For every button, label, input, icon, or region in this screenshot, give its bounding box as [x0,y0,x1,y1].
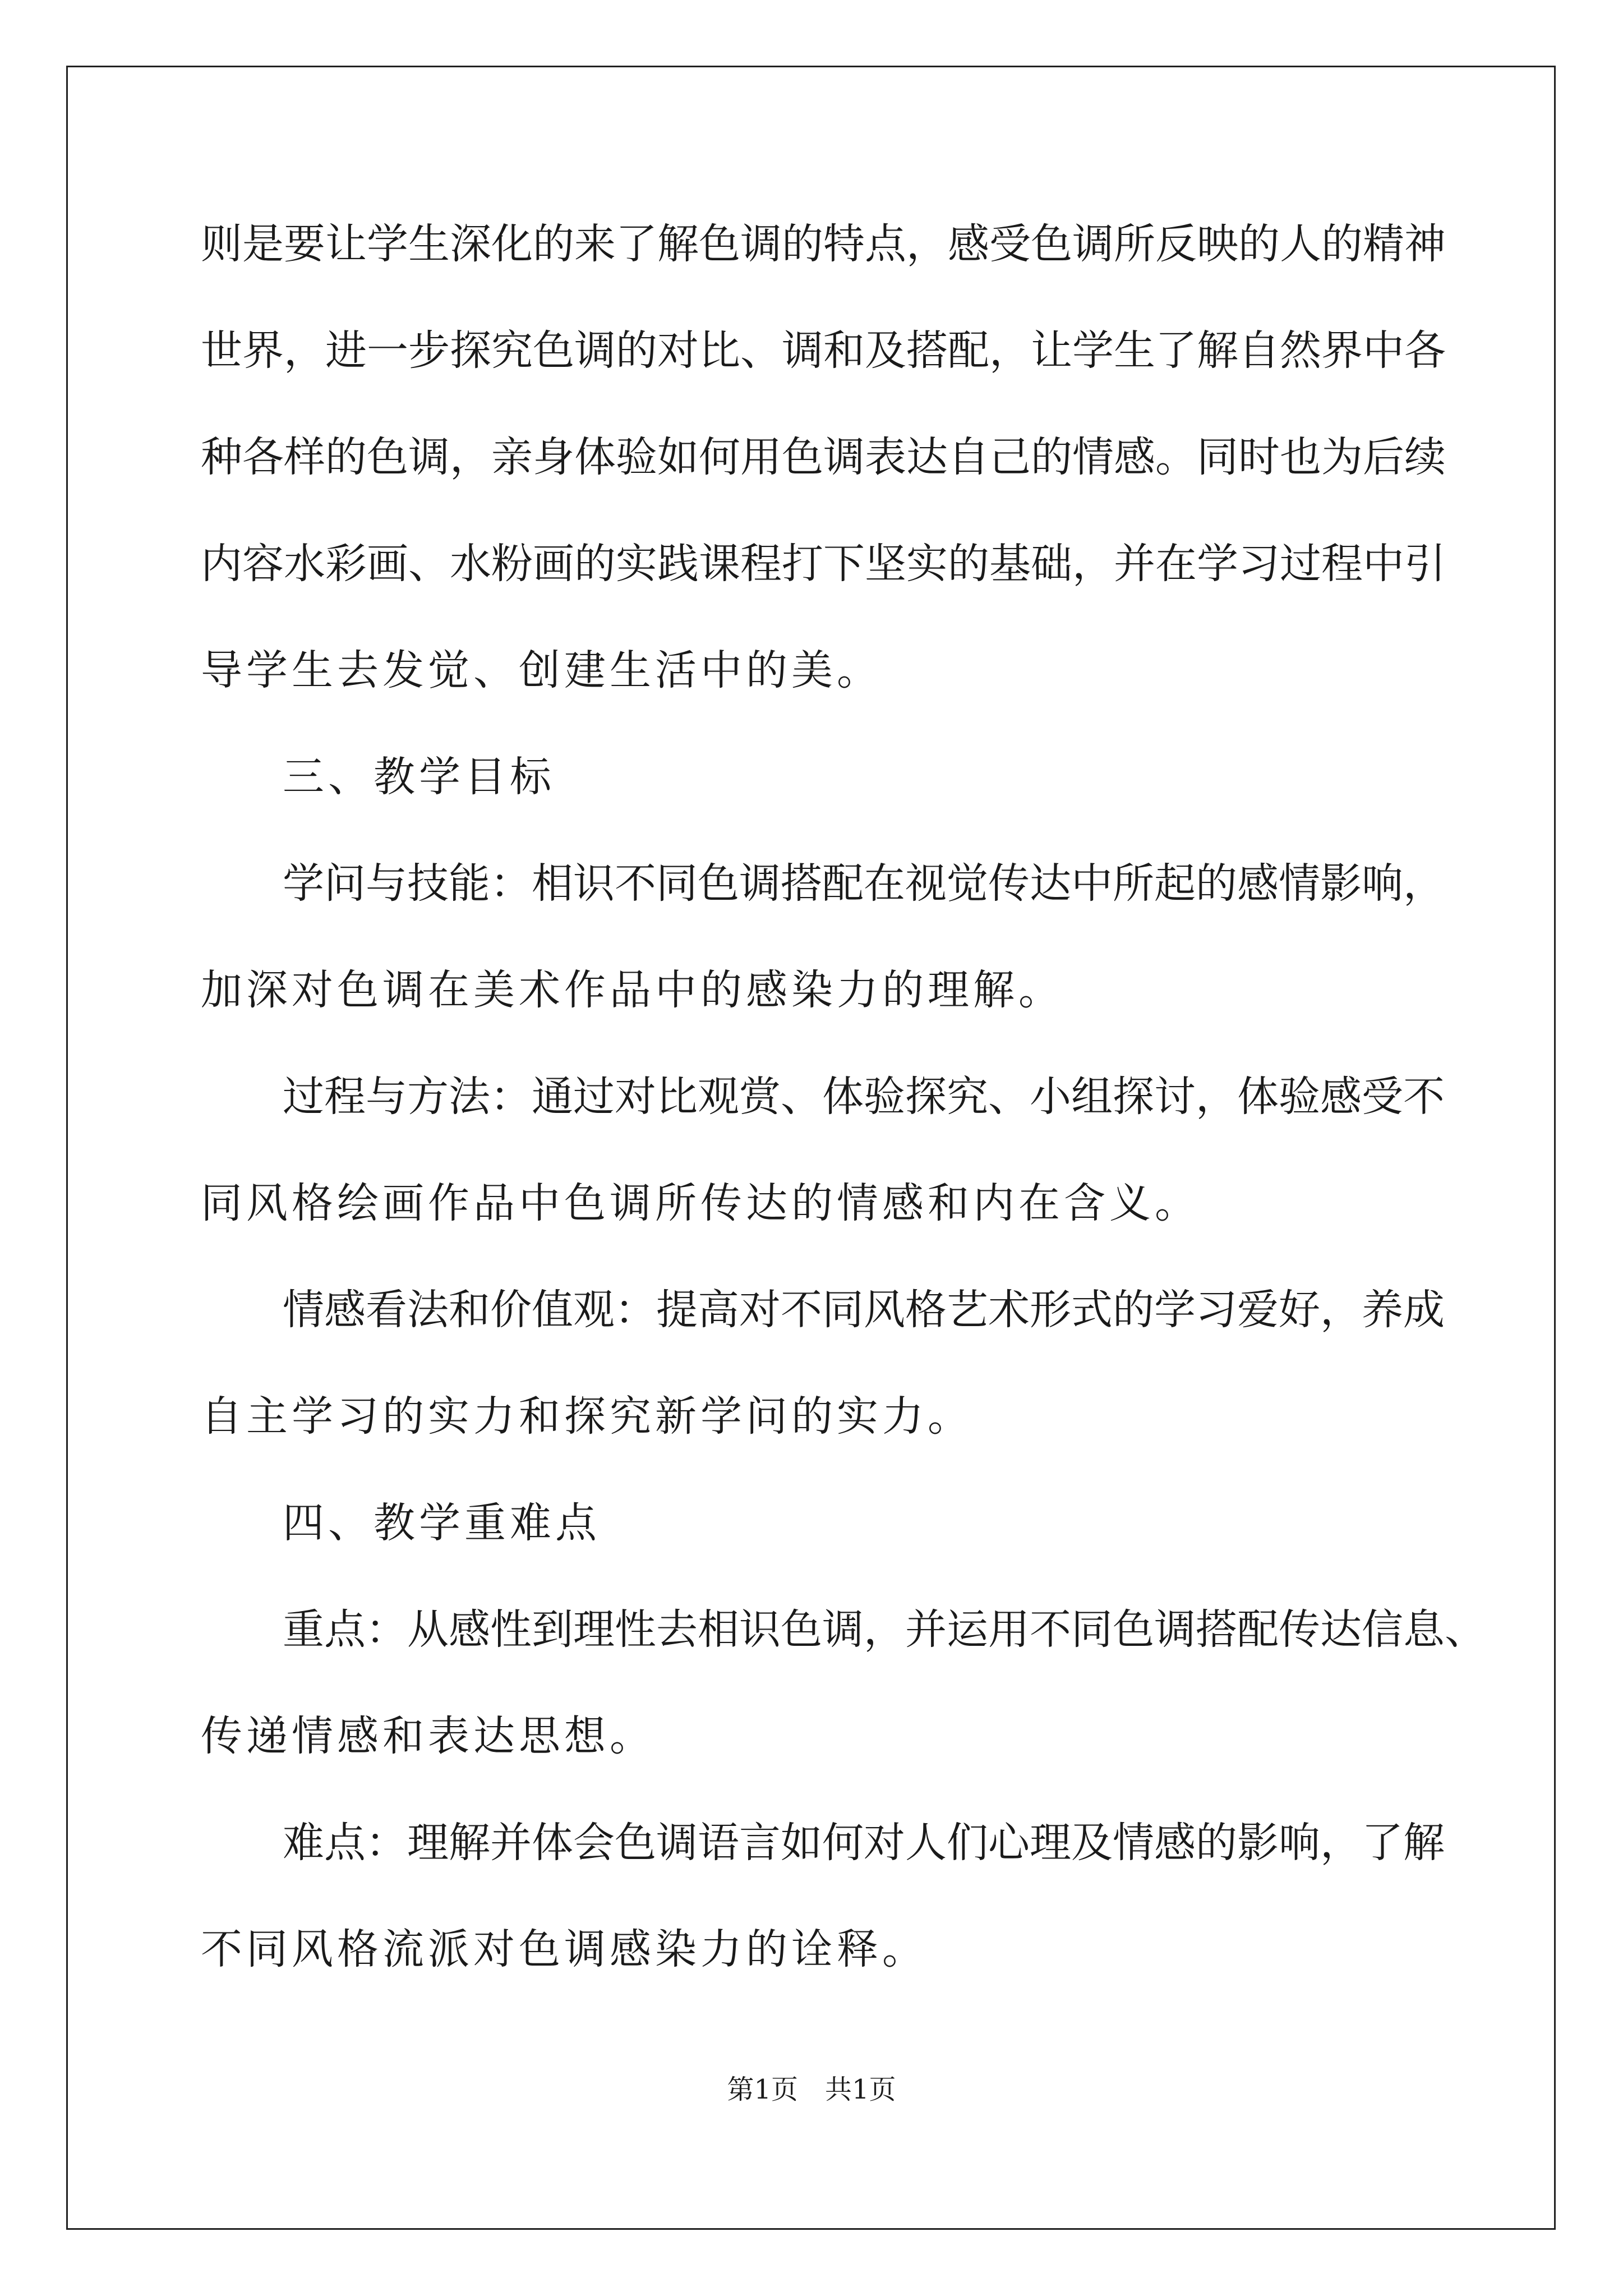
paragraph-line: 自主学习的实力和探究新学问的实力。 [201,1392,973,1441]
paragraph-line: 难点：理解并体会色调语言如何对人们心理及情感的影响，了解 [283,1819,1445,1867]
page-border [66,66,1556,2230]
paragraph-line: 情感看法和价值观：提高对不同风格艺术形式的学习爱好，养成 [283,1286,1445,1334]
paragraph-line: 加深对色调在美术作品中的感染力的理解。 [201,966,1064,1014]
paragraph-line: 过程与方法：通过对比观赏、体验探究、小组探讨，体验感受不 [283,1073,1445,1121]
paragraph-line: 同风格绘画作品中色调所传达的情感和内在含义。 [201,1179,1200,1227]
paragraph-line: 不同风格流派对色调感染力的诠释。 [201,1925,928,1973]
paragraph-line: 传递情感和表达思想。 [201,1712,655,1760]
section-heading: 三、教学目标 [283,753,555,801]
paragraph-line: 则是要让学生深化的来了解色调的特点，感受色调所反映的人的精神 [201,220,1446,268]
page-footer: 第1页 共1页 [727,2074,896,2105]
section-heading: 四、教学重难点 [283,1499,601,1547]
paragraph-line: 内容水彩画、水粉画的实践课程打下坚实的基础，并在学习过程中引 [201,540,1446,588]
paragraph-line: 导学生去发觉、创建生活中的美。 [201,646,882,694]
paragraph-line: 世界，进一步探究色调的对比、调和及搭配，让学生了解自然界中各 [201,326,1446,375]
paragraph-line: 学问与技能：相识不同色调搭配在视觉传达中所起的感情影响， [283,859,1445,908]
paragraph-line: 重点：从感性到理性去相识色调，并运用不同色调搭配传达信息、 [283,1605,1486,1654]
paragraph-line: 种各样的色调，亲身体验如何用色调表达自己的情感。同时也为后续 [201,433,1446,481]
